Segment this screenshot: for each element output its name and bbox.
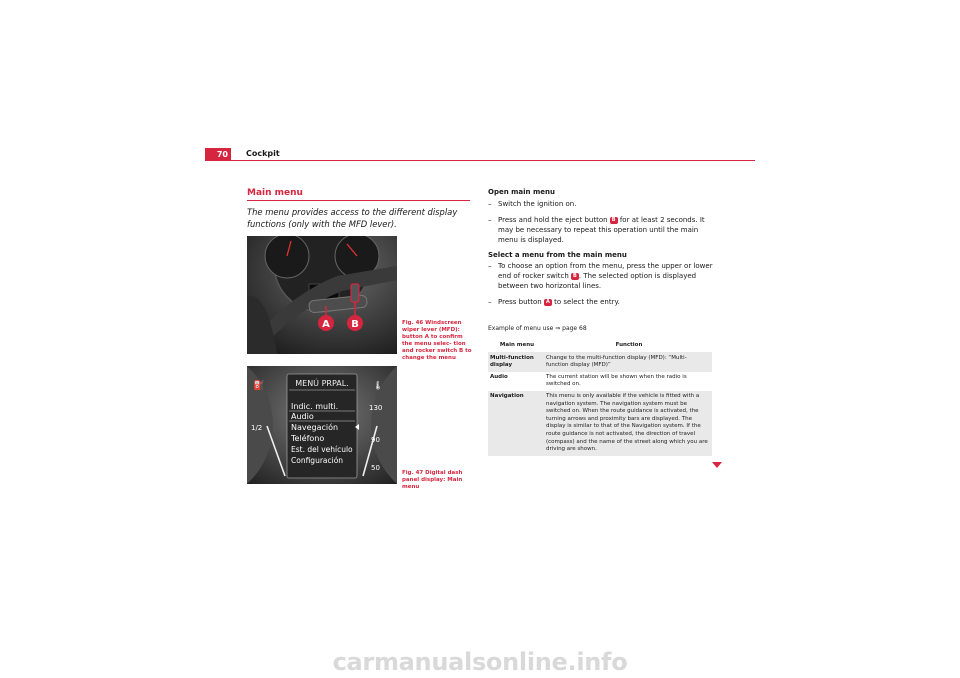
select-menu-heading: Select a menu from the main menu	[488, 250, 627, 259]
key-b-icon: B	[573, 272, 577, 279]
example-reference: Example of menu use ⇒ page 68	[488, 325, 587, 332]
select-step-1: – To choose an option from the menu, press the upper or lower end of rocker switch B . The selected option is displayed between two horizontal lines.	[488, 262, 713, 290]
table-header	[488, 340, 712, 353]
continue-arrow-icon	[712, 462, 722, 468]
wiper-lever-illustration	[247, 236, 397, 354]
fuel-icon: ⛽	[253, 381, 265, 391]
watermark: carmanualsonline.info	[332, 648, 628, 676]
table-row: Navigation This menu is only available if the vehicle is fitted with a navigation system. The navigation system must be switched on. When the route guidance is activated, the turning arrows and proximity bars are displayed. The display is similar to that of the Navigation system. If the route guidance is not activated, the direction of travel (compass) and the name of the street along which you are driving are shown.	[488, 391, 712, 456]
key-a-icon: A	[545, 299, 550, 306]
right-scale-90: 90	[371, 436, 380, 444]
header-rule	[231, 160, 755, 161]
main-menu-table	[488, 340, 712, 456]
menu-item: Indic. multi.	[291, 402, 339, 411]
table-row: Audio The current station will be shown when the radio is switched on.	[490, 373, 687, 388]
right-scale-50: 50	[371, 464, 380, 472]
right-scale-130: 130	[369, 404, 383, 412]
menu-item: Navegación	[291, 423, 339, 432]
menu-item: Est. del vehículo	[291, 445, 353, 454]
display-title: MENÚ PRPAL.	[295, 379, 349, 388]
section-title: Main menu	[247, 188, 303, 198]
dash-display-illustration	[247, 366, 397, 484]
temperature-icon: 🌡	[373, 381, 384, 390]
table-header-function: Function	[615, 342, 643, 348]
table-header-menu: Main menu	[499, 342, 535, 348]
figure-47-caption: Fig. 47 Digital dash panel display: Main menu	[402, 470, 463, 490]
label-b: B	[351, 319, 359, 330]
menu-item: Teléfono	[291, 434, 325, 443]
open-step-2: – Press and hold the eject button B for at least 2 seconds. It may be necessary to repeat this operation until the main menu is displayed.	[488, 216, 705, 244]
key-b-icon: B	[611, 217, 616, 224]
open-step-1: – Switch the ignition on.	[488, 199, 577, 208]
label-a: A	[322, 319, 330, 330]
table-row: Multi-function display Change to the multi-function display (MFD): “Multi-function display (MFD)”	[488, 353, 712, 372]
open-menu-heading: Open main menu	[488, 188, 555, 196]
menu-item: Configuración	[291, 456, 344, 465]
instructions	[488, 188, 720, 308]
left-scale-half: 1/2	[251, 424, 263, 432]
section-rule	[247, 200, 470, 201]
figure-46-caption: Fig. 46 Windscreen wiper lever (MFD): button A to confirm the menu selec- tion and rocker switch B to change the menu	[402, 320, 472, 361]
select-step-2: – Press button A to select the entry.	[488, 298, 620, 307]
page-number: 70	[205, 148, 231, 161]
figure-47-image	[247, 366, 397, 484]
header-title: Cockpit	[246, 149, 280, 158]
figure-46-image	[247, 236, 397, 354]
section-intro: The menu provides access to the different display functions (only with the MFD lever).	[247, 207, 458, 229]
menu-item: Audio	[291, 412, 314, 421]
